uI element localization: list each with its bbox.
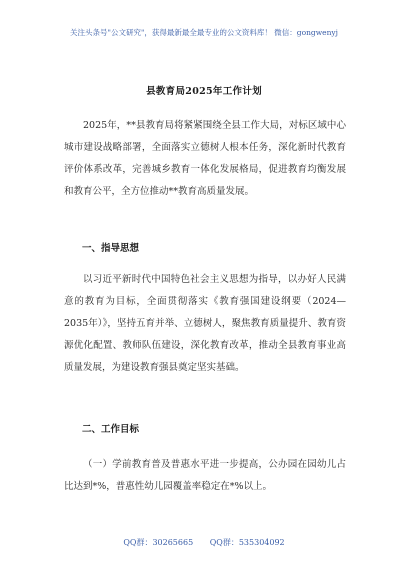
document-title: 县教育局2025年工作计划 (146, 86, 262, 97)
header-notice: 关注头条号"公文研究"，获得最新最全最专业的公文资料库！ 微信：gongwenyj (70, 28, 338, 37)
footer-qq-group-1: QQ群：30265665 (123, 538, 194, 547)
section-heading-guiding-ideology: 一、指导思想 (82, 243, 140, 254)
footer-contact (0, 537, 408, 548)
intro-paragraph: 2025年，**县教育局将紧紧围绕全县工作大局，对标区域中心城市建设战略部署，全面落实立德树人根本任务，深化新时代教育评价体系改革，完善城乡教育一体化发展格局，促进教育均衡发展和教育公平，全方位推动**教育高质量发展。 (64, 120, 346, 197)
footer-qq-group-2: QQ群：535304092 (209, 538, 285, 547)
goal-item-preschool: （一）学前教育普及普惠水平进一步提高，公办园在园幼儿占比达到*%，普惠性幼儿园覆盖率稳定在*%以上。 (64, 459, 346, 492)
section-heading-work-goals: 二、工作目标 (82, 424, 140, 435)
guiding-ideology-paragraph: 以习近平新时代中国特色社会主义思想为指导，以办好人民满意的教育为目标，全面贯彻落实《教育强国建设纲要（2024—2035年）》，坚持五育并举、立德树人，聚焦教育质量提升、教育资源优化配置、教师队伍建设，深化教育改革，推动全县教育事业高质量发展，为建设教育强县奠定坚实基础。 (64, 274, 346, 373)
